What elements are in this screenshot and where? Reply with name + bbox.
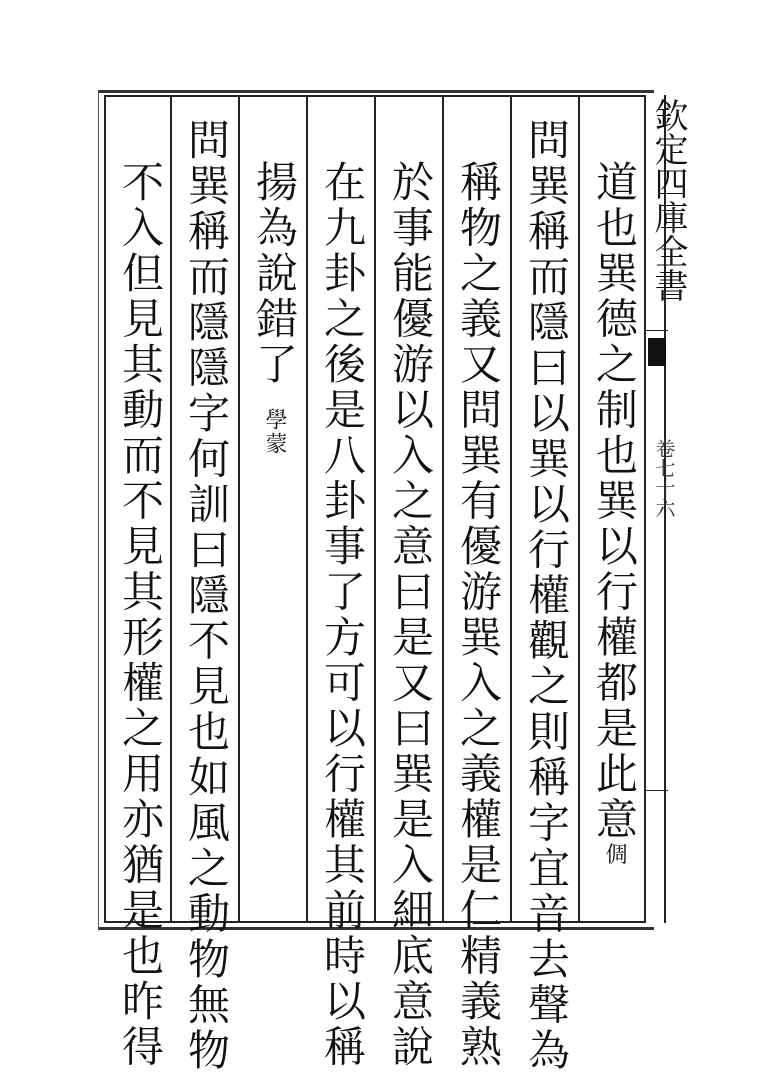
text-column-4 — [382, 160, 438, 1070]
column-rule — [510, 95, 512, 923]
column-rule — [170, 95, 172, 923]
column-rule — [238, 95, 240, 923]
column-rule — [578, 95, 580, 923]
column-text: 問巽稱而隱曰以巽以行權觀之則稱字宜音去聲為 — [522, 118, 571, 1074]
text-column-6 — [246, 160, 302, 456]
text-column-1 — [586, 160, 642, 867]
text-column-7 — [178, 118, 234, 1074]
annotation-note: 倜 — [602, 842, 627, 867]
column-rule — [374, 95, 376, 923]
column-text: 道也巽德之制也巽以行權都是此意 — [590, 160, 639, 843]
column-text: 揚為說錯了 — [250, 160, 299, 388]
column-text: 不入但見其動而不見其形權之用亦猶是也昨得 — [116, 160, 165, 1070]
text-column-3 — [450, 160, 506, 1070]
text-column-2 — [518, 118, 574, 1074]
column-text: 問巽稱而隱隱字何訓曰隱不見也如風之動物無物 — [182, 118, 231, 1074]
annotation-note: 學蒙 — [262, 407, 287, 456]
column-rule — [306, 95, 308, 923]
text-column-8 — [112, 160, 168, 1070]
margin-divider — [646, 790, 668, 791]
column-text: 稱物之義又問巽有優游巽入之義權是仁精義熟 — [454, 160, 503, 1070]
column-text: 在九卦之後是八卦事了方可以行權其前時以稱 — [318, 160, 367, 1070]
fishtail-mark — [648, 338, 666, 366]
text-column-5 — [314, 160, 370, 1070]
book-title: 欽定四庫全書 — [648, 98, 688, 302]
volume-label: 卷七十六 — [652, 438, 676, 518]
column-rule — [442, 95, 444, 923]
margin-divider — [646, 330, 668, 331]
column-text: 於事能優游以入之意曰是又曰巽是入細底意說 — [386, 160, 435, 1070]
